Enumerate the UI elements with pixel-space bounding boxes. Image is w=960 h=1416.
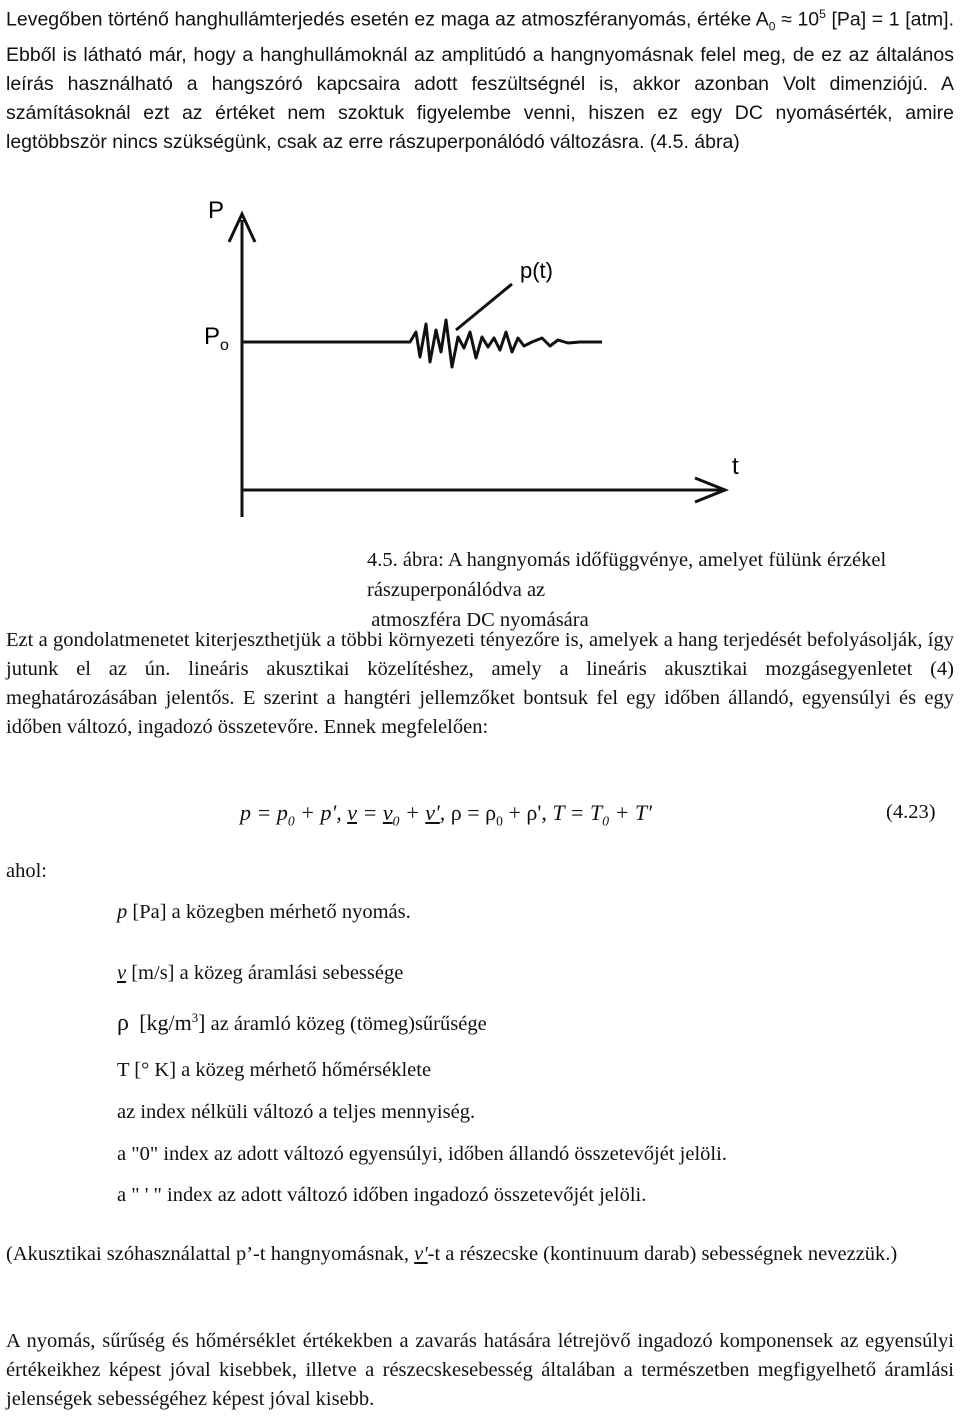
pressure-time-figure bbox=[190, 192, 770, 527]
def-velocity: v [m/s] a közeg áramlási sebessége bbox=[117, 962, 404, 984]
figure-caption: 4.5. ábra: A hangnyomás időfüggvénye, amelyet fülünk érzékel rászuperponálódva az atmoszféra DC nyomására bbox=[367, 549, 887, 631]
ahol-label: ahol: bbox=[6, 860, 47, 882]
pressure-curve bbox=[242, 320, 602, 367]
paragraph-decomposition: Ezt a gondolatmenetet kiterjeszthetjük a többi környezeti tényezőre is, amelyek a hang terjedését befolyásolják, így jutunk el az ún. lineáris akusztikai közelítéshez, amely a lineáris akusztikai mozgásegyenletet (4) meghatározásában jelentős. E szerint a hangtéri jellemzőket bontsuk fel egy időben állandó, egyensúlyi és egy időben változó, ingadozó összetevőre. Ennek megfelelően: bbox=[6, 629, 954, 738]
def-zero-index: a "0" index az adott változó egyensúlyi, időben állandó összetevőjét jelöli. bbox=[117, 1143, 727, 1165]
def-total: az index nélküli változó a teljes mennyiség. bbox=[117, 1101, 476, 1123]
equation-number: (4.23) bbox=[886, 801, 936, 823]
y-axis-label: P bbox=[208, 197, 225, 224]
equation-4-23: $p = p_0 + p'$, $v = v_0 + v'$, $\rho = \rho_0 + \rho'$, $T = T_0 + T'$ bbox=[240, 800, 652, 829]
paragraph-small-perturbation: A nyomás, sűrűség és hőmérséklet értékekben a zavarás hatására létrejövő ingadozó komponensek az egyensúlyi értékeikhez képest jóval kisebbek, illetve a részecskesebesség általában a természetben megfigyelhető áramlási jelenségek sebességéhez képest jóval kisebb. bbox=[6, 1330, 954, 1410]
x-axis-label: t bbox=[732, 453, 739, 480]
def-temperature: T [° K] a közeg mérhető hőmérséklete bbox=[117, 1059, 432, 1081]
def-density: ρ $[kg/m^3]$ az áramló közeg (tömeg)sűrűsége bbox=[117, 1010, 487, 1036]
curve-label: p(t) bbox=[520, 258, 553, 283]
def-pressure: p [Pa] a közegben mérhető nyomás. bbox=[117, 901, 411, 923]
curve-label-pointer bbox=[456, 284, 512, 330]
paragraph-acoustic-terms: (Akusztikai szóhasználattal p’-t hangnyomásnak, v'-t a részecske (kontinuum darab) sebességnek nevezzük.) bbox=[6, 1243, 898, 1265]
def-prime-index: a " ' " index az adott változó időben ingadozó összetevőjét jelöli. bbox=[117, 1184, 647, 1206]
baseline-label: $P_o$ bbox=[204, 323, 229, 354]
intro-paragraph: Levegőben történő hanghullámterjedés esetén ez maga az atmoszféranyomás, értéke $A_0 \approx 10^5$ [Pa] = 1 [atm]. Ebből is látható már, hogy a hanghullámoknál az amplitúdó a hangnyomásnak felel meg, de ez az általános leírás használható a hangszóró kapcsaira adott feszültségnél is, akkor azonban Volt dimenziójú. A számításoknál ezt az értéket nem szoktuk figyelembe venni, hiszen ez egy DC nyomásérték, amire legtöbbször nincs szükségünk, csak az erre rászuperponálódó változásra. (4.5. ábra) bbox=[6, 7, 955, 154]
